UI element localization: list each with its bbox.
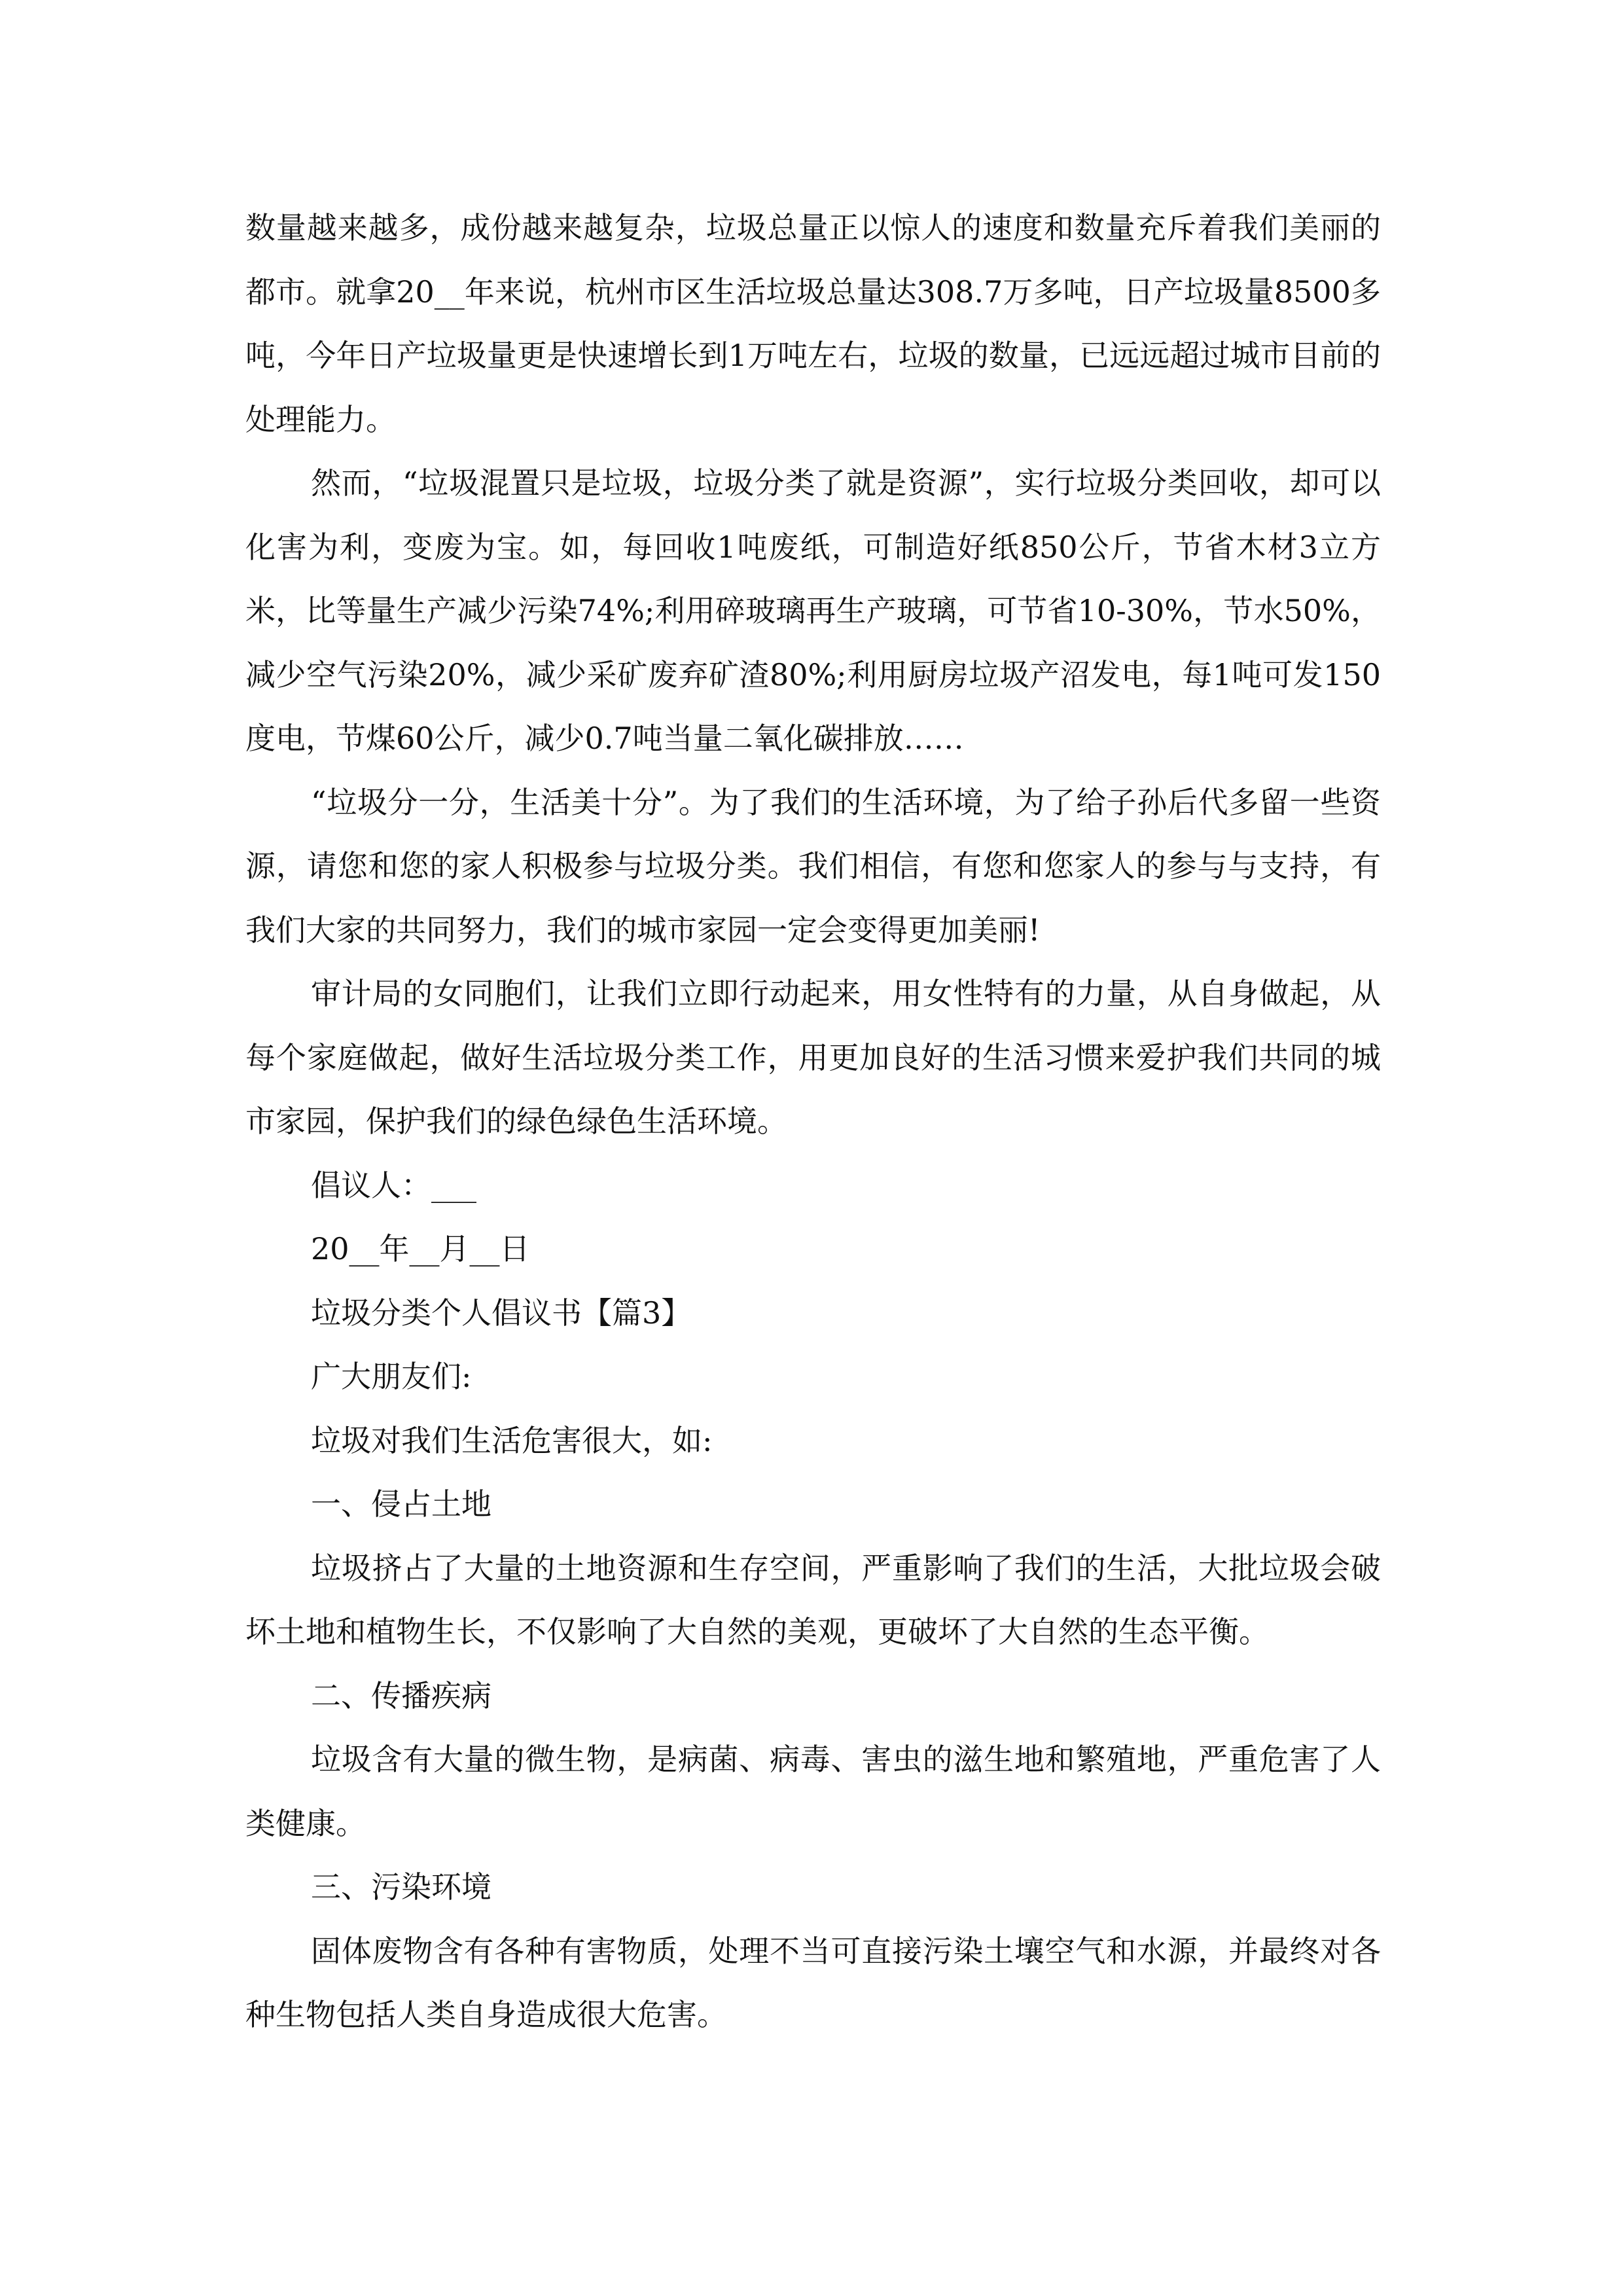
paragraph-pollute-environment: 固体废物含有各种有害物质，处理不当可直接污染土壤空气和水源，并最终对各种生物包括人类自身造成很大危害。 — [245, 1933, 1381, 2032]
paragraph-spread-disease: 垃圾含有大量的微生物，是病菌、病毒、害虫的滋生地和繁殖地，严重危害了人类健康。 — [245, 1742, 1381, 1841]
subheading-spread-disease: 二、传播疾病 — [311, 1677, 491, 1713]
section-heading-part-3: 垃圾分类个人倡议书【篇3】 — [311, 1295, 692, 1331]
paragraph-resource-benefits: 然而，“垃圾混置只是垃圾，垃圾分类了就是资源”，实行垃圾分类回收，却可以化害为利，变废为宝。如，每回收1吨废纸，可制造好纸850公斤，节省木材3立方米，比等量生产减少污染74%;利用碎玻璃再生产玻璃，可节省10-30%，节水50%，减少空气污染20%，减少采矿废弃矿渣80%;利用厨房垃圾产沼发电，每1吨可发150度电，节煤60公斤，减少0.7吨当量二氧化碳排放…… — [245, 465, 1381, 756]
subheading-pollute-environment: 三、污染环境 — [311, 1869, 491, 1905]
harm-intro: 垃圾对我们生活危害很大，如: — [311, 1422, 713, 1458]
initiator-line: 倡议人：___ — [311, 1167, 476, 1203]
paragraph-slogan: “垃圾分一分，生活美十分”。为了我们的生活环境，为了给子孙后代多留一些资源，请您和您的家人积极参与垃圾分类。我们相信，有您和您家人的参与与支持，有我们大家的共同努力，我们的城市家园一定会变得更加美丽! — [245, 784, 1381, 948]
paragraph-continuation: 数量越来越多，成份越来越复杂，垃圾总量正以惊人的速度和数量充斥着我们美丽的都市。就拿20__年来说，杭州市区生活垃圾总量达308.7万多吨，日产垃圾量8500多吨，今年日产垃圾量更是快速增长到1万吨左右，垃圾的数量，已远远超过城市目前的处理能力。 — [245, 210, 1381, 437]
greeting-line: 广大朋友们: — [311, 1359, 472, 1394]
date-line: 20__年__月__日 — [311, 1231, 530, 1266]
paragraph-occupy-land: 垃圾挤占了大量的土地资源和生存空间，严重影响了我们的生活，大批垃圾会破坏土地和植物生长，不仅影响了大自然的美观，更破坏了大自然的生态平衡。 — [245, 1550, 1381, 1649]
document-body — [245, 196, 1381, 2047]
subheading-occupy-land: 一、侵占土地 — [311, 1486, 491, 1522]
paragraph-audit-bureau-call: 审计局的女同胞们，让我们立即行动起来，用女性特有的力量，从自身做起，从每个家庭做起，做好生活垃圾分类工作，用更加良好的生活习惯来爱护我们共同的城市家园，保护我们的绿色绿色生活环境。 — [245, 976, 1381, 1139]
